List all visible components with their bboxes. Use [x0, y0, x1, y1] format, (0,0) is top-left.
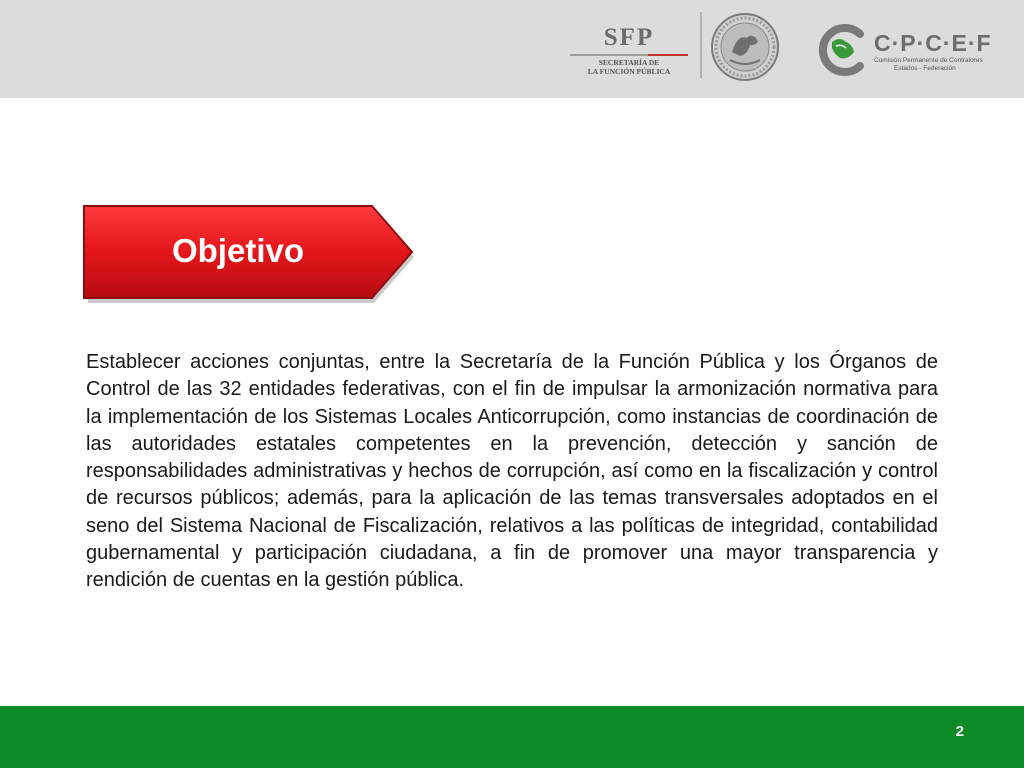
sfp-acronym: SFP: [603, 24, 655, 51]
logo-separator: [700, 12, 702, 78]
cpcef-line1: Comisión Permanente de Contralores: [874, 57, 983, 64]
sfp-line1: SECRETARÍA DE: [598, 58, 660, 67]
header-bar: [0, 0, 1024, 98]
estados-unidos-mexicanos-seal-icon: [710, 12, 780, 82]
sfp-line2: LA FUNCIÓN PÚBLICA: [587, 67, 671, 76]
objetivo-banner: [82, 204, 418, 306]
cpcef-logo-icon: [814, 22, 870, 78]
page-number: 2: [955, 723, 964, 740]
sfp-divider: [570, 54, 688, 56]
banner-title: Objetivo: [171, 232, 305, 269]
cpcef-logo: [814, 22, 1014, 82]
cpcef-line2: Estados - Federación: [894, 65, 956, 72]
footer-bar: [0, 706, 1024, 768]
cpcef-acronym: C·P·C·E·F: [874, 30, 992, 56]
sfp-logo: [568, 24, 690, 78]
objective-paragraph: Establecer acciones conjuntas, entre la Secretaría de la Función Pública y los Órganos de Control de las 32 entidades federativas, con el fin de impulsar la armonización normativa para la implementación de los Sistemas Locales Anticorrupción, como instancias de coordinación de las autoridades estatales competentes en la prevención, detección y sanción de responsabilidades administrativas y hechos de corrupción, así como en la fiscalización y control de recursos públicos; además, para la aplicación de las temas transversales adoptados en el seno del Sistema Nacional de Fiscalización, relativos a las políticas de integridad, contabilidad gubernamental y participación ciudadana, a fin de promover una mayor transparencia y rendición de cuentas en la gestión pública.: [86, 351, 938, 592]
